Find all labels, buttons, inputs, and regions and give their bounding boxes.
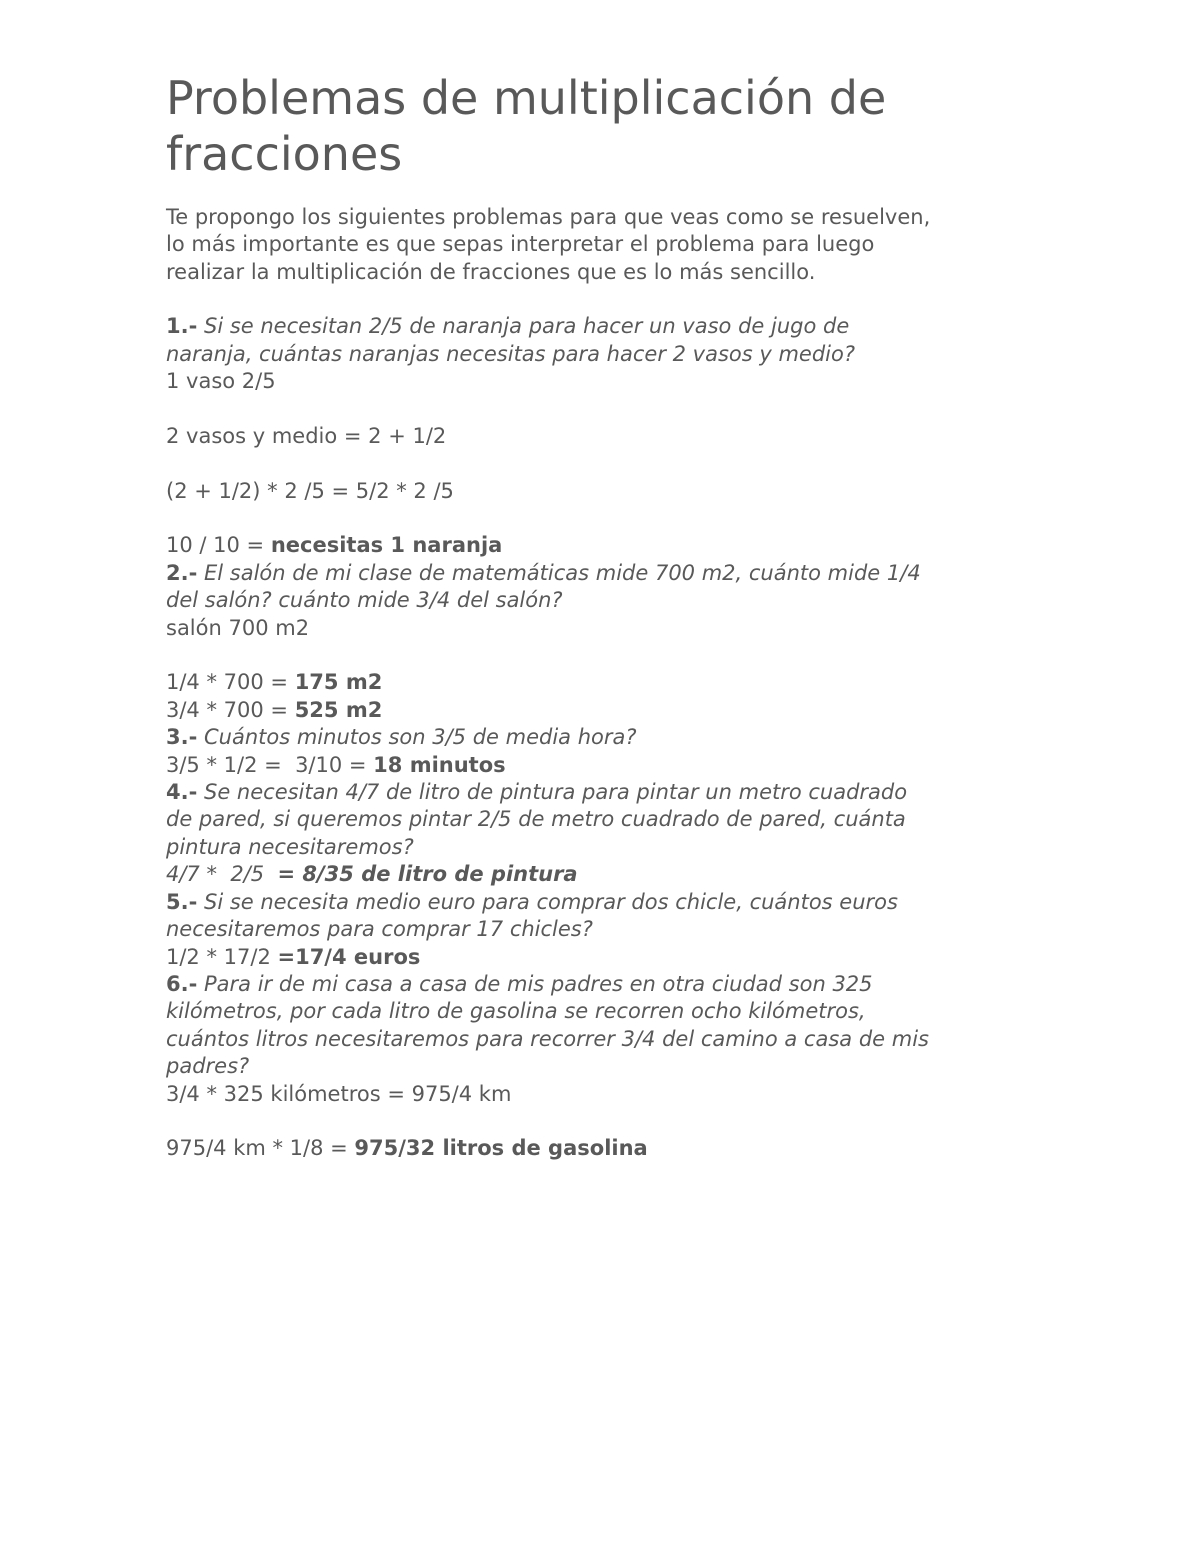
- question-text: kilómetros, por cada litro de gasolina se recorren ocho kilómetros,: [166, 999, 866, 1024]
- answer-prefix: 4/7 * 2/5: [166, 862, 278, 887]
- answer-line: [166, 861, 1046, 888]
- spacer: [166, 450, 1046, 477]
- answer-line: [166, 944, 1046, 971]
- answer-text: 18 minutos: [373, 752, 506, 777]
- question-text: El salón de mi clase de matemáticas mide 700 m2, cuánto mide 1/4: [197, 560, 921, 585]
- question-line: [166, 587, 1046, 614]
- question-text: Si se necesitan 2/5 de naranja para hacer un vaso de jugo de: [197, 314, 850, 339]
- work-line: 1 vaso 2/5: [166, 369, 276, 394]
- question-text: Para ir de mi casa a casa de mis padres en otra ciudad son 325: [197, 971, 873, 996]
- problem-number: 6.-: [166, 971, 198, 996]
- spacer: [166, 505, 1046, 532]
- question-line: [166, 1053, 1046, 1080]
- problem-number: 3.-: [166, 725, 198, 750]
- answer-line: [166, 752, 1046, 779]
- spacer: [166, 395, 1046, 422]
- question-text: del salón? cuánto mide 3/4 del salón?: [166, 588, 563, 613]
- work-line: 2 vasos y medio = 2 + 1/2: [166, 423, 447, 448]
- problems-list: [166, 313, 1046, 1163]
- work-line: 3/4 * 325 kilómetros = 975/4 km: [166, 1081, 512, 1106]
- intro-paragraph: [166, 204, 1046, 286]
- problem-2-question: [166, 560, 1046, 587]
- question-line: [166, 806, 1046, 833]
- problem-1-question: [166, 313, 1046, 340]
- spacer: [166, 642, 1046, 669]
- answer-line: [166, 669, 1046, 696]
- answer-text: 525 m2: [294, 697, 383, 722]
- question-line: [166, 834, 1046, 861]
- answer-text: necesitas 1 naranja: [270, 533, 503, 558]
- answer-line: [166, 1135, 1046, 1162]
- answer-line: [166, 697, 1046, 724]
- question-text: padres?: [166, 1054, 250, 1079]
- work-line: salón 700 m2: [166, 615, 310, 640]
- question-text: necesitaremos para comprar 17 chicles?: [166, 917, 593, 942]
- answer-text: 175 m2: [294, 670, 383, 695]
- problem-number: 1.-: [166, 314, 198, 339]
- answer-text: =17/4 euros: [277, 944, 421, 969]
- page-title: Problemas de multiplicación de fracciones: [166, 71, 887, 181]
- question-text: cuántos litros necesitaremos para recorrer 3/4 del camino a casa de mis: [166, 1026, 929, 1051]
- answer-prefix: 1/4 * 700 =: [166, 670, 295, 695]
- question-line: [166, 916, 1046, 943]
- problem-number: 4.-: [166, 780, 198, 805]
- answer-prefix: 975/4 km * 1/8 =: [166, 1136, 355, 1161]
- problem-number: 2.-: [166, 560, 198, 585]
- question-text: pintura necesitaremos?: [166, 834, 414, 859]
- question-text: Si se necesita medio euro para comprar dos chicle, cuántos euros: [197, 889, 898, 914]
- answer-prefix: 3/5 * 1/2 = 3/10 =: [166, 752, 374, 777]
- question-line: [166, 1026, 1046, 1053]
- intro-line: Te propongo los siguientes problemas para que veas como se resuelven,: [166, 205, 931, 229]
- answer-prefix: 1/2 * 17/2: [166, 944, 278, 969]
- problem-4-question: [166, 779, 1046, 806]
- intro-line: lo más importante es que sepas interpretar el problema para luego: [166, 232, 875, 257]
- document-page: [166, 70, 1046, 1163]
- problem-6-question: [166, 971, 1046, 998]
- answer-prefix: 10 / 10 =: [166, 533, 271, 558]
- answer-text: 975/32 litros de gasolina: [354, 1136, 648, 1161]
- question-text: naranja, cuántas naranjas necesitas para hacer 2 vasos y medio?: [166, 341, 856, 366]
- question-text: Se necesitan 4/7 de litro de pintura para pintar un metro cuadrado: [197, 780, 908, 805]
- problem-3-question: [166, 724, 1046, 751]
- spacer: [166, 1108, 1046, 1135]
- question-line: [166, 998, 1046, 1025]
- problem-5-question: [166, 889, 1046, 916]
- question-text: Cuántos minutos son 3/5 de media hora?: [197, 725, 637, 750]
- answer-prefix: 3/4 * 700 =: [166, 697, 295, 722]
- problem-number: 5.-: [166, 889, 198, 914]
- question-line: [166, 341, 1046, 368]
- work-line: (2 + 1/2) * 2 /5 = 5/2 * 2 /5: [166, 478, 454, 503]
- intro-line: realizar la multiplicación de fracciones que es lo más sencillo.: [166, 259, 816, 284]
- answer-text: = 8/35 de litro de pintura: [277, 862, 578, 887]
- question-text: de pared, si queremos pintar 2/5 de metro cuadrado de pared, cuánta: [166, 807, 906, 832]
- answer-line: [166, 532, 1046, 559]
